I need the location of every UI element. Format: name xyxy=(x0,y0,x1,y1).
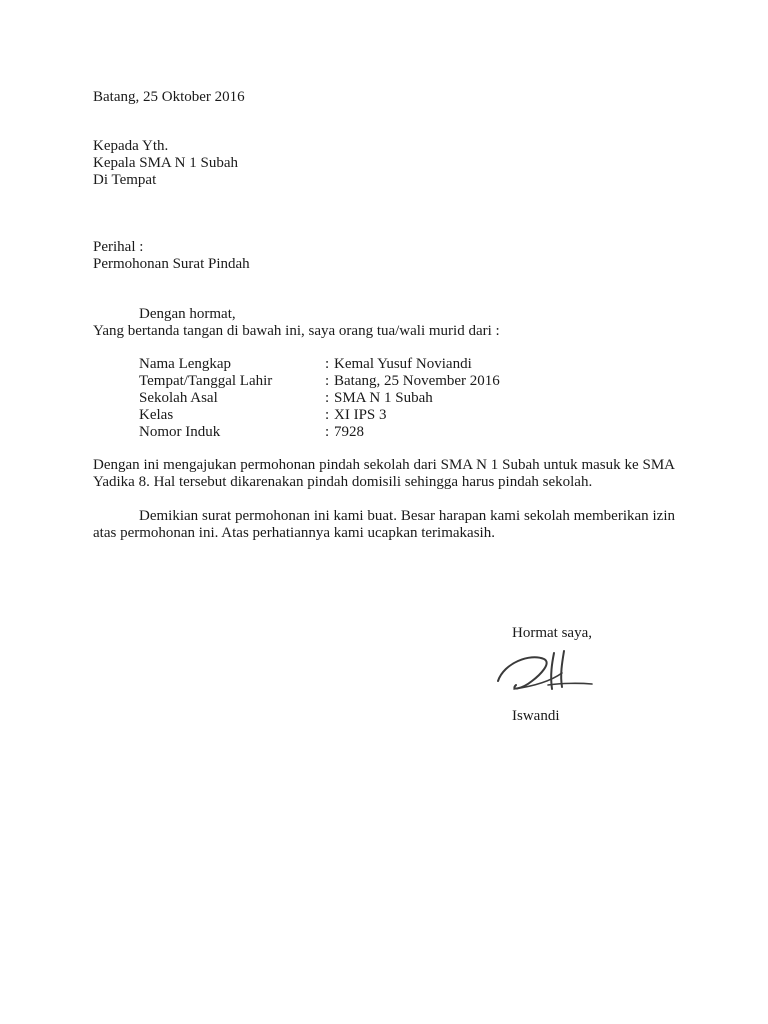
field-label: Nomor Induk xyxy=(139,424,221,440)
subject-label: Perihal : xyxy=(93,239,144,255)
greeting: Dengan hormat, xyxy=(139,306,236,322)
field-value: XI IPS 3 xyxy=(334,407,387,423)
subject-text: Permohonan Surat Pindah xyxy=(93,256,250,272)
field-value: Batang, 25 November 2016 xyxy=(334,373,500,389)
field-label: Tempat/Tanggal Lahir xyxy=(139,373,273,389)
recipient-line-1: Kepada Yth. xyxy=(93,138,169,154)
recipient-line-2: Kepala SMA N 1 Subah xyxy=(93,155,238,171)
signature-image xyxy=(492,645,602,700)
place-date: Batang, 25 Oktober 2016 xyxy=(93,89,245,105)
signer-name: Iswandi xyxy=(512,708,560,724)
field-label: Sekolah Asal xyxy=(139,390,218,406)
field-label: Nama Lengkap xyxy=(139,356,232,372)
field-separator: : xyxy=(325,390,330,406)
field-value: 7928 xyxy=(334,424,364,440)
field-value: Kemal Yusuf Noviandi xyxy=(334,356,472,372)
intro-line: Yang bertanda tangan di bawah ini, saya orang tua/wali murid dari : xyxy=(93,323,500,339)
field-value: SMA N 1 Subah xyxy=(334,390,433,406)
field-separator: : xyxy=(325,424,330,440)
recipient-line-3: Di Tempat xyxy=(93,172,157,188)
field-separator: : xyxy=(325,407,330,423)
body-paragraph: Dengan ini mengajukan permohonan pindah sekolah dari SMA N 1 Subah untuk masuk ke SMA Yadika 8. Hal tersebut dikarenakan pindah domisili sehingga harus pindah sekolah. xyxy=(93,457,675,490)
field-separator: : xyxy=(325,356,330,372)
closing-paragraph: Demikian surat permohonan ini kami buat. Besar harapan kami sekolah memberikan izin atas permohonan ini. Atas perhatiannya kami ucapkan terimakasih. xyxy=(93,508,675,541)
field-label: Kelas xyxy=(139,407,174,423)
field-separator: : xyxy=(325,373,330,389)
sign-off: Hormat saya, xyxy=(512,625,592,641)
